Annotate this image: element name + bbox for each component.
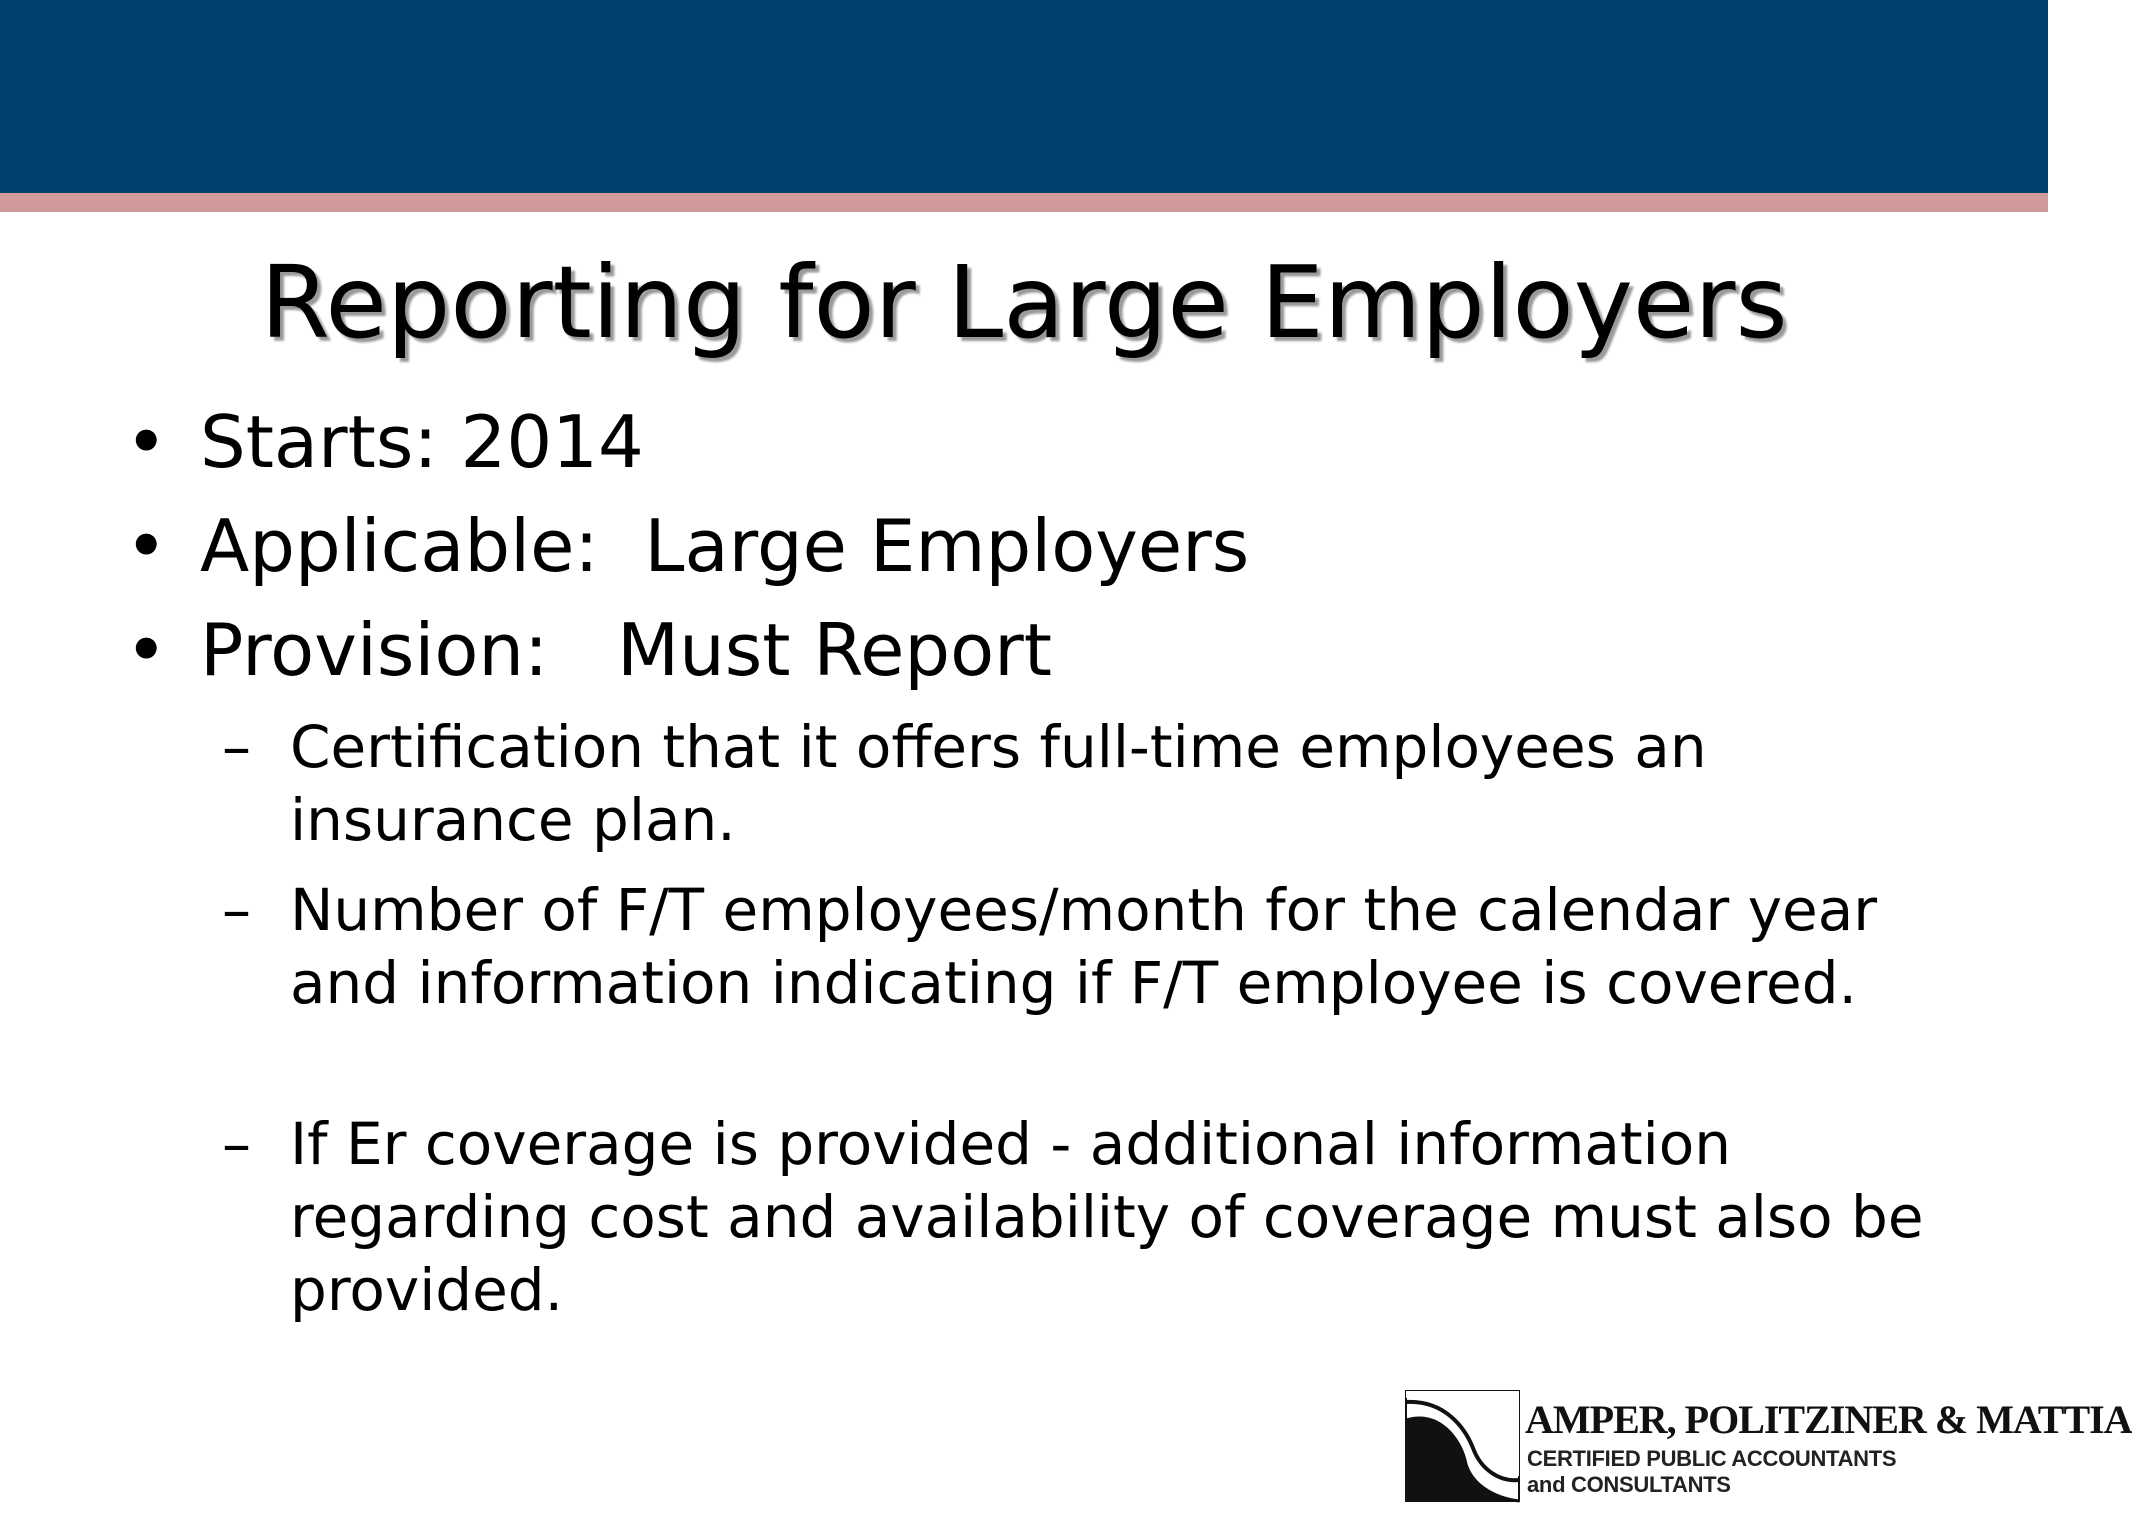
firm-logo-icon (1405, 1390, 1520, 1502)
slide-title: Reporting for Large Employers (260, 244, 1788, 361)
sub-bullet-marker: – (222, 1110, 251, 1178)
bullet-text: Applicable: Large Employers (200, 504, 1250, 588)
firm-name: AMPER, POLITZINER & MATTIA (1525, 1397, 2132, 1442)
sub-bullet-text: Number of F/T employees/month for the calendar year and information indicating if F/T employee is covered. (290, 876, 1878, 1017)
sub-bullet-marker: – (222, 876, 251, 944)
bullet-marker: • (125, 400, 168, 484)
sub-bullet-text: If Er coverage is provided - additional information regarding cost and availability of coverage must also be provided. (290, 1110, 1924, 1324)
bullet-marker: • (125, 504, 168, 588)
bullet-text: Starts: 2014 (200, 400, 644, 484)
header-accent-stripe (0, 193, 2048, 212)
bullet-marker: • (125, 608, 168, 692)
header-banner (0, 0, 2048, 193)
sub-bullet-text: Certification that it offers full-time employees an insurance plan. (290, 713, 1707, 854)
sub-bullet-marker: – (222, 713, 251, 781)
firm-tagline-secondary: and CONSULTANTS (1527, 1472, 1731, 1497)
bullet-text: Provision: Must Report (200, 608, 1053, 692)
firm-tagline: CERTIFIED PUBLIC ACCOUNTANTS (1527, 1446, 1897, 1471)
firm-logo (1405, 1390, 2132, 1505)
